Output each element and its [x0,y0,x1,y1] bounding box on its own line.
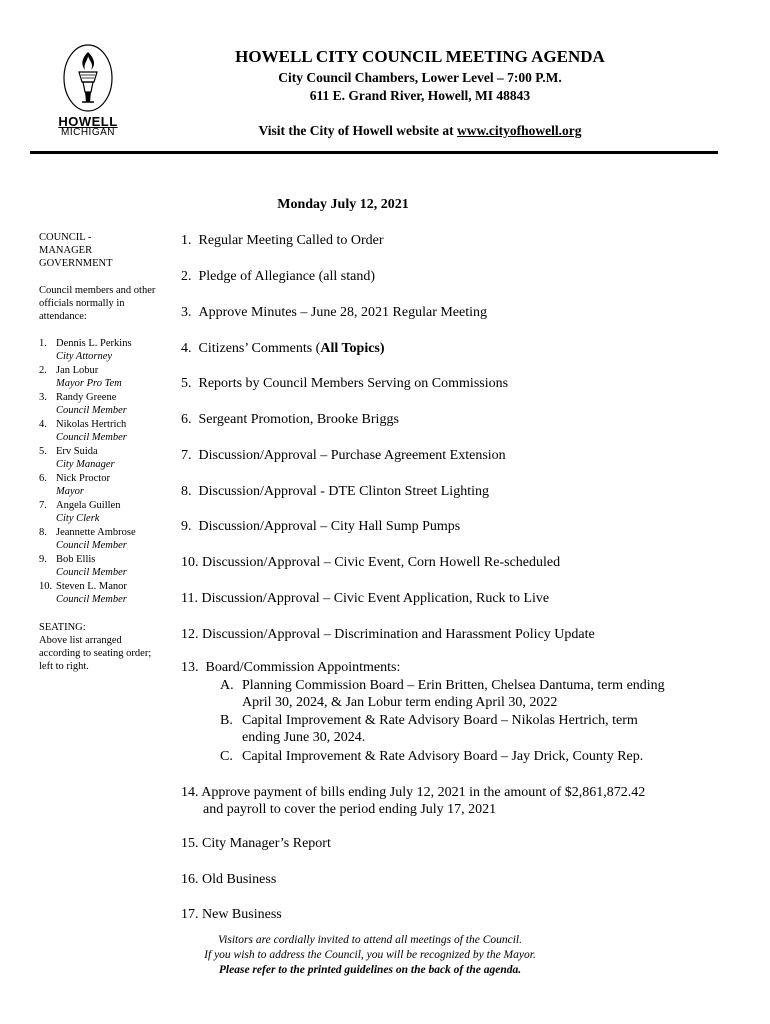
city-logo [52,42,124,138]
member-name: Nick Proctor [56,473,110,484]
member-name: Jan Lobur [56,365,99,376]
footer-note [150,933,590,978]
member-role: Mayor Pro Tem [56,378,122,389]
member-name: Nikolas Hertrich [56,419,127,430]
agenda-item-10: 10. Discussion/Approval – Civic Event, Corn Howell Re-scheduled [181,555,561,570]
agenda-item-3: 3. Approve Minutes – June 28, 2021 Regular Meeting [181,305,488,320]
agenda-item-6: 6. Sergeant Promotion, Brooke Briggs [181,412,399,427]
agenda-item-13: 13. Board/Commission Appointments: [181,660,401,675]
appointment-c [220,748,720,765]
appointment-c-line1: Capital Improvement & Rate Advisory Board – Jay Drick, County Rep. [242,749,644,764]
torch-emblem-icon [52,42,124,120]
member-item: 9. Bob Ellis Council Member [39,553,159,579]
logo-text-howell: HOWELL [58,114,118,129]
agenda-item-5: 5. Reports by Council Members Serving on Commissions [181,376,509,391]
appointment-a [220,677,720,711]
member-role: City Clerk [56,513,100,524]
member-name: Erv Suida [56,446,98,457]
member-item: 4. Nikolas Hertrich Council Member [39,418,159,444]
agenda-item-4-bold: All Topics) [320,341,385,356]
agenda-item-14-line1: 14. Approve payment of bills ending July 12, 2021 in the amount of $2,861,872.42 [181,785,646,800]
member-item: 10. Steven L. Manor Council Member [39,580,159,606]
meeting-date: Monday July 12, 2021 [277,197,409,212]
agenda-item-14-line2: and payroll to cover the period ending July 17, 2021 [203,802,497,817]
member-item: 1. Dennis L. Perkins City Attorney [39,337,159,363]
appointment-b-letter: B. [220,713,233,728]
member-item: 8. Jeannette Ambrose Council Member [39,526,159,552]
member-item: 2. Jan Lobur Mayor Pro Tem [39,364,159,390]
member-item: 3. Randy Greene Council Member [39,391,159,417]
agenda-item-17: 17. New Business [181,907,282,922]
member-list [39,337,159,606]
gov-label-2: MANAGER [39,245,93,256]
member-name: Angela Guillen [56,500,121,511]
member-name: Randy Greene [56,392,117,403]
agenda-item-2: 2. Pledge of Allegiance (all stand) [181,269,375,284]
appointment-b-line1: Capital Improvement & Rate Advisory Board – Nikolas Hertrich, term [242,713,638,728]
member-role: Council Member [56,432,127,443]
appointment-b-line2: ending June 30, 2024. [242,730,366,745]
meeting-location: City Council Chambers, Lower Level – 7:00 P.M. [278,70,562,85]
member-name: Steven L. Manor [56,581,127,592]
logo-text-michigan: MICHIGAN [61,127,115,138]
agenda-item-8: 8. Discussion/Approval - DTE Clinton Street Lighting [181,484,489,499]
agenda-item-14 [181,784,721,818]
member-role: Council Member [56,540,127,551]
member-name: Jeannette Ambrose [56,527,136,538]
member-name: Bob Ellis [56,554,96,565]
agenda-item-4-text: 4. Citizens’ Comments ( [181,341,321,356]
appointment-b [220,712,720,746]
member-role: Council Member [56,567,127,578]
appointment-a-letter: A. [220,678,234,693]
gov-label-1: COUNCIL - [39,232,92,243]
member-item: 6. Nick Proctor Mayor [39,472,159,498]
member-role: City Manager [56,459,115,470]
meeting-address: 611 E. Grand River, Howell, MI 48843 [309,88,531,103]
member-role: Council Member [56,594,127,605]
member-role: City Attorney [56,351,113,362]
member-role: Council Member [56,405,127,416]
agenda-item-4 [181,340,721,357]
website-prefix: Visit the City of Howell website at [258,123,458,138]
agenda-item-1: 1. Regular Meeting Called to Order [181,233,384,248]
footer-line-2: If you wish to address the Council, you will be recognized by the Mayor. [204,949,536,961]
website-link[interactable]: www.cityofhowell.org [457,123,582,138]
agenda-item-16: 16. Old Business [181,872,277,887]
agenda-title: HOWELL CITY COUNCIL MEETING AGENDA [235,47,605,66]
agenda-item-12: 12. Discussion/Approval – Discrimination and Harassment Policy Update [181,627,595,642]
appointment-a-line2: April 30, 2024, & Jan Lobur term ending April 30, 2022 [242,695,558,710]
member-name: Dennis L. Perkins [56,338,132,349]
website-line [140,123,700,139]
sidebar [39,231,159,673]
header-divider [30,151,718,154]
seating-label: SEATING: [39,622,86,633]
agenda-item-15: 15. City Manager’s Report [181,836,331,851]
footer-line-3: Please refer to the printed guidelines on the back of the agenda. [218,964,522,976]
member-role: Mayor [56,486,84,497]
member-item: 7. Angela Guillen City Clerk [39,499,159,525]
agenda-item-11: 11. Discussion/Approval – Civic Event Application, Ruck to Live [181,591,550,606]
gov-label-3: GOVERNMENT [39,258,113,269]
seating-note: Above list arranged according to seating order; left to right. [39,635,152,672]
appointment-c-letter: C. [220,749,233,764]
footer-line-1: Visitors are cordially invited to attend all meetings of the Council. [218,934,522,946]
appointment-a-line1: Planning Commission Board – Erin Britten, Chelsea Dantuma, term ending [242,678,665,693]
member-item: 5. Erv Suida City Manager [39,445,159,471]
attendance-note: Council members and other officials normally in attendance: [39,285,156,322]
agenda-item-7: 7. Discussion/Approval – Purchase Agreement Extension [181,448,506,463]
agenda-item-9: 9. Discussion/Approval – City Hall Sump Pumps [181,519,461,534]
